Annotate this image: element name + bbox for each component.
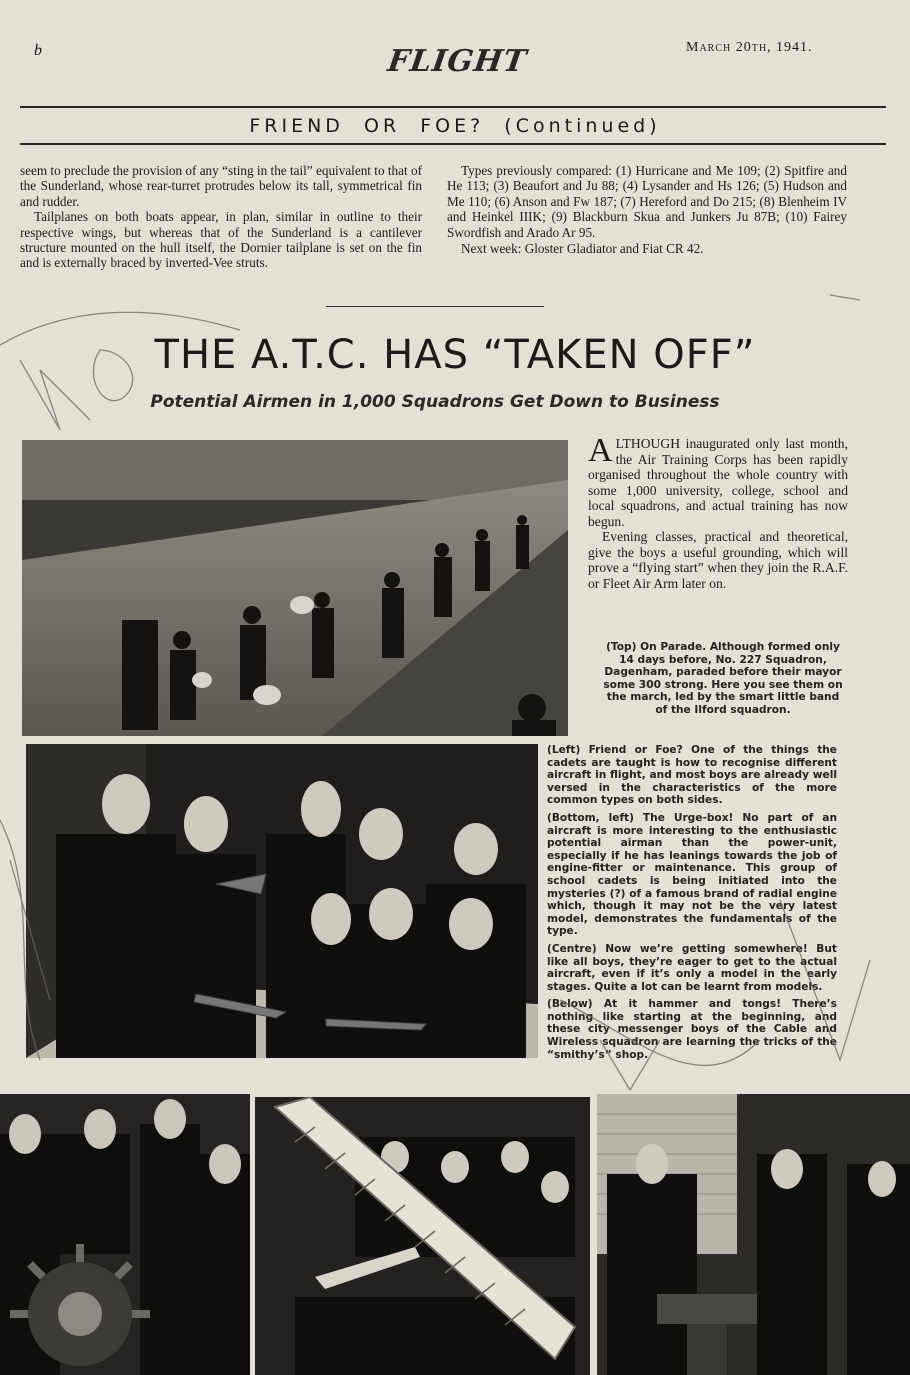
article-headline: THE A.T.C. HAS “TAKEN OFF” — [154, 332, 756, 378]
intro-paragraph-1: LTHOUGH inaugurated only last month, the Air Training Corps has been rapidly organised throughout the whole country with some 1,000 university, college, school and local squadrons, and actual training has now begun. — [588, 436, 848, 529]
article-subheadline: Potential Airmen in 1,000 Squadrons Get Down to Business — [150, 392, 720, 412]
intro-paragraph-2: Evening classes, practical and theoretical, give the boys a useful grounding, which will prove a “flying start” when they join the R.A.F. or Fleet Air Arm later on. — [588, 529, 848, 591]
drop-cap: A — [588, 432, 613, 469]
article-intro — [588, 432, 848, 591]
caption-below: (Below) At it hammer and tongs! There’s nothing like starting at the beginning, and these city messenger boys of the Cable and Wireless squadron are learning the tricks of the “smithy’s” shop. — [547, 998, 837, 1061]
issue-date: March 20th, 1941. — [686, 40, 813, 55]
section-heading: FRIEND OR FOE? (Continued) — [249, 115, 661, 137]
photo-aircraft-recognition — [26, 744, 538, 1058]
page-number: b — [34, 42, 42, 59]
captions-right-column — [547, 744, 837, 1066]
continued-left-paragraph-2: Tailplanes on both boats appear, in plan, similar in outline to their respective wings, but whereas that of the Sunderland is a cantilever structure mounted on the hull itself, the Dornier tailplane is set on the fin and is externally braced by inverted-Vee struts. — [20, 209, 422, 271]
caption-bottom-left: (Bottom, left) The Urge-box! No part of an aircraft is more interesting to the enthusiastic potential airman than the power-unit, especially if he has leanings towards the job of engine-fitter or maintenance. This group of school cadets is being initiated into the mysteries (?) of a famous brand of radial engine which, though it may not be the very latest model, demonstrates the fundamentals of the type. — [547, 811, 837, 938]
caption-left: (Left) Friend or Foe? One of the things the cadets are taught is how to recognise different aircraft in flight, and most boys are already well versed in the characteristics of the more common types on both sides. — [547, 744, 837, 807]
caption-top-block — [600, 641, 846, 722]
photo-smithy — [597, 1094, 910, 1375]
next-week-note: Next week: Gloster Gladiator and Fiat CR 42. — [461, 241, 704, 257]
photo-radial-engine — [0, 1094, 250, 1375]
photo-model-aircraft — [255, 1097, 590, 1375]
continued-left-paragraph-1: seem to preclude the provision of any “sting in the tail” equivalent to that of the Sunderland, whose rear-turret protrudes below its tall, symmetrical fin and rudder. — [20, 163, 422, 209]
caption-top: (Top) On Parade. Although formed only 14 days before, No. 227 Squadron, Dagenham, paraded before their mayor some 300 strong. Here you see them on the march, led by the smart little band of the Ilford squadron. — [603, 641, 843, 716]
caption-centre: (Centre) Now we’re getting somewhere! But like all boys, they’re eager to get to the actual aircraft, even if it’s only a model in the early stages. Quite a lot can be learnt from models. — [547, 942, 837, 993]
masthead-logo: FLIGHT — [385, 44, 530, 79]
photo-parade — [22, 440, 568, 736]
section-divider — [326, 306, 544, 307]
header-rule-top — [20, 106, 886, 108]
continued-column-right — [447, 163, 847, 256]
continued-column-left — [20, 163, 422, 271]
types-compared-list: Types previously compared: (1) Hurricane and Me 109; (2) Spitfire and He 113; (3) Beaufort and Ju 88; (4) Lysander and Hs 126; (5) Hudson and Me 110; (6) Anson and Fw 187; (7) Hereford and Do 215; (8) Blenheim IV and Heinkel IIIK; (9) Blackburn Skua and Junkers Ju 87B; (10) Fairey Swordfish and Arado Ar 95. — [447, 163, 847, 240]
header-rule-bottom — [20, 143, 886, 145]
